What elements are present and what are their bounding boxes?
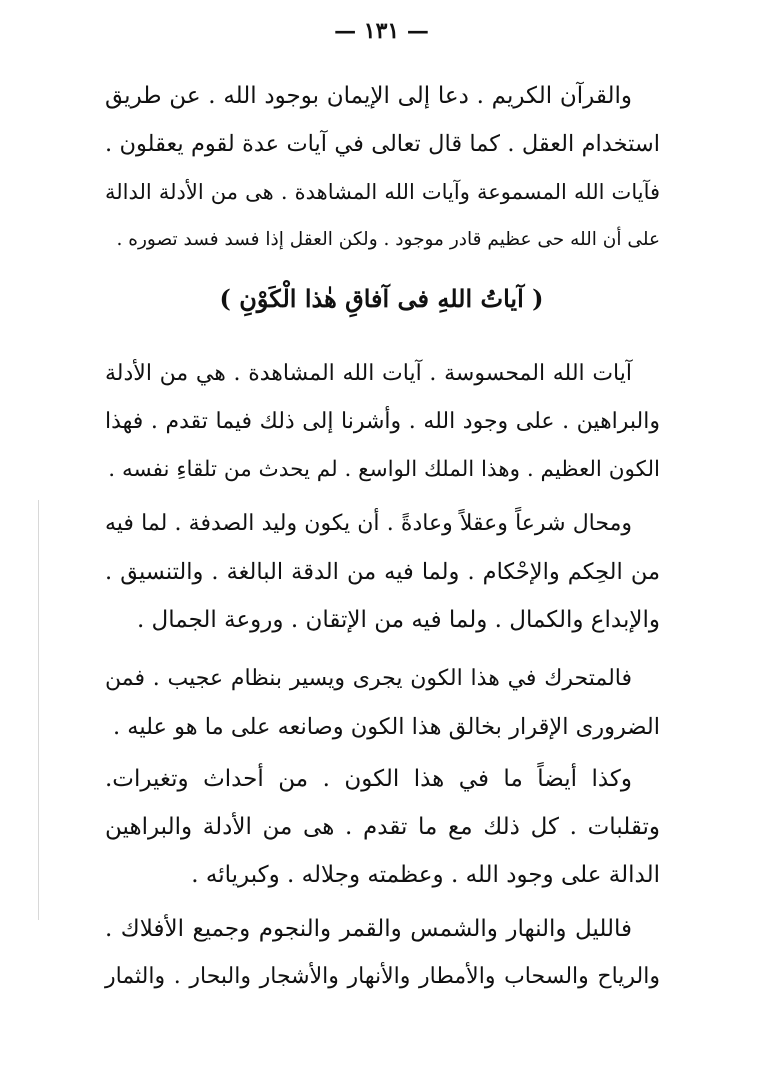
section-heading: ( آياتُ اللهِ فى آفاقِ هٰذا الْكَوْنِ ) (219, 284, 544, 313)
paragraph-2 (105, 350, 660, 494)
paragraph-line: فالمتحرك في هذا الكون يجرى ويسير بنظام عجيب . فمن (105, 666, 632, 691)
paragraph-line: الضرورى الإقرار بخالق هذا الكون وصانعه على ما هو عليه . (112, 714, 660, 740)
paragraph-line: والإبداع والكمال . ولما فيه من الإتقان . وروعة الجمال . (136, 607, 660, 633)
page-number: — ١٣١ — (334, 18, 429, 44)
page-edge-shadow (38, 500, 39, 920)
paragraph-line: والقرآن الكريم . دعا إلى الإيمان بوجود الله . عن طريق (105, 83, 632, 109)
paragraph-line: وكذا أيضاً ما في هذا الكون . من أحداث وتغيرات. (105, 766, 632, 792)
paragraph-line: والبراهين . على وجود الله . وأشرنا إلى ذلك فيما تقدم . فهذا (105, 409, 660, 434)
paragraph-line: من الحِكم والإحْكام . ولما فيه من الدقة البالغة . والتنسيق . (105, 559, 660, 585)
paragraph-4 (105, 655, 660, 751)
paragraph-6 (105, 905, 660, 1001)
paragraph-line: الكون العظيم . وهذا الملك الواسع . لم يحدث من تلقاءِ نفسه . (108, 457, 660, 482)
paragraph-5 (105, 755, 660, 899)
paragraph-line: آيات الله المحسوسة . آيات الله المشاهدة . هي من الأدلة (105, 361, 632, 386)
paragraph-line: الدالة على وجود الله . وعظمته وجلاله . وكبريائه . (191, 862, 660, 888)
paragraph-line: فآيات الله المسموعة وآيات الله المشاهدة . هى من الأدلة الدالة (105, 180, 660, 204)
paragraph-3 (105, 500, 660, 644)
paragraph-line: وتقلبات . كل ذلك مع ما تقدم . هى من الأدلة والبراهين (105, 814, 660, 840)
paragraph-line: على أن الله حى عظيم قادر موجود . ولكن العقل إذا فسد فسد تصوره . (116, 229, 660, 250)
paragraph-line: استخدام العقل . كما قال تعالى في آيات عدة لقوم يعقلون . (105, 131, 660, 157)
paragraph-line: ومحال شرعاً وعقلاً وعادةً . أن يكون وليد الصدفة . لما فيه (105, 511, 632, 536)
paragraph-1 (105, 72, 660, 264)
paragraph-line: فالليل والنهار والشمس والقمر والنجوم وجميع الأفلاك . (105, 916, 632, 942)
paragraph-line: والرياح والسحاب والأمطار والأنهار والأشجار والبحار . والثمار (105, 964, 660, 989)
